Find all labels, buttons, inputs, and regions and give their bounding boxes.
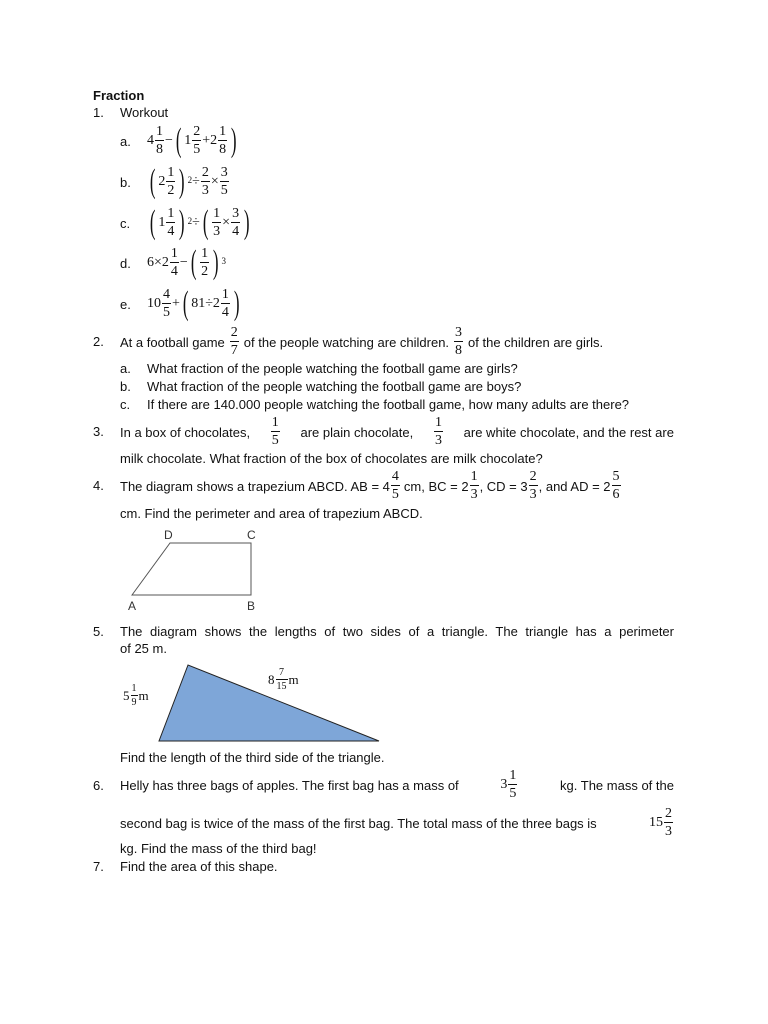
q1b-expression: ( 2 1 2 ) 2 ÷ $\frac{2}{3}$ × $\frac{3}{5}$ bbox=[149, 163, 228, 200]
q2c-text: If there are 140.000 people watching the football game, how many adults are there? bbox=[147, 397, 630, 412]
q2b-text: What fraction of the people watching the football game are boys? bbox=[147, 379, 522, 394]
trapezium-shape bbox=[132, 543, 251, 595]
page-title: Fraction bbox=[93, 88, 145, 103]
q5-number: 5. bbox=[93, 624, 104, 639]
q1c-label: c. bbox=[120, 216, 131, 231]
q3-text bbox=[120, 413, 674, 451]
triangle-diagram bbox=[120, 660, 390, 746]
q5-line1: The diagram shows the lengths of two sides of a triangle. The triangle has a perimeter bbox=[120, 624, 674, 639]
q2b-label: b. bbox=[120, 379, 131, 394]
q3-text-c: are white chocolate, and the rest are bbox=[463, 424, 674, 440]
q2-number: 2. bbox=[93, 334, 104, 349]
q3-fraction-white: 1 3 bbox=[434, 415, 442, 448]
q1-text: Workout bbox=[120, 105, 169, 120]
vertex-label-a: A bbox=[128, 599, 137, 613]
q2a-text: What fraction of the people watching the football game are girls? bbox=[147, 361, 518, 376]
vertex-label-b: B bbox=[247, 599, 256, 613]
q1a-expression: 4 1 8 − ( 1 2 5 +2 1 8 ) bbox=[147, 122, 237, 159]
q4-fraction-ad: 5 6 bbox=[612, 469, 620, 502]
q2-fraction-children: 2 7 bbox=[230, 325, 238, 358]
q4-text-a: The diagram shows a trapezium ABCD. AB = 4 bbox=[120, 478, 390, 494]
q6-text-line1 bbox=[120, 766, 674, 804]
q1e-label: e. bbox=[120, 297, 131, 312]
q1-number: 1. bbox=[93, 105, 104, 120]
q1b-label: b. bbox=[120, 175, 131, 190]
q2a-label: a. bbox=[120, 361, 131, 376]
q4-fraction-cd: 2 3 bbox=[529, 469, 537, 502]
q2-text-c: of the children are girls. bbox=[468, 334, 604, 350]
q4-text bbox=[120, 467, 622, 505]
q7-number: 7. bbox=[93, 859, 104, 874]
q6-text-line3: kg. Find the mass of the third bag! bbox=[120, 841, 317, 856]
q6-text-b: kg. The mass of the bbox=[560, 777, 674, 793]
q6-mass-first-bag: 3 1 5 bbox=[500, 768, 517, 801]
q2c-label: c. bbox=[120, 397, 131, 412]
q6-total-mass: 15 2 3 bbox=[649, 806, 672, 839]
q5-question: Find the length of the third side of the triangle. bbox=[120, 750, 385, 765]
vertex-label-c: C bbox=[247, 528, 256, 542]
triangle-left-side-label: 5 1 9 m bbox=[123, 683, 149, 708]
q4-fraction-bc: 1 3 bbox=[470, 469, 478, 502]
q6-text-a: Helly has three bags of apples. The first bag has a mass of bbox=[120, 777, 459, 793]
q2-fraction-girls: 3 8 bbox=[455, 325, 463, 358]
q1d-expression: 6×2 1 4 − ( 1 2 ) 3 bbox=[147, 244, 226, 281]
q2-text-b: of the people watching are children. bbox=[243, 334, 450, 350]
triangle-top-side-label: 8 7 15 m bbox=[268, 667, 299, 692]
q6-text-line2 bbox=[120, 804, 674, 842]
q3-text-a: In a box of chocolates, bbox=[120, 424, 251, 440]
q1a-label: a. bbox=[120, 134, 131, 149]
vertex-label-d: D bbox=[164, 528, 173, 542]
q6-line2: second bag is twice of the mass of the first bag. The total mass of the three bags is bbox=[120, 815, 597, 831]
q2-text-a: At a football game bbox=[120, 334, 225, 350]
q7-text: Find the area of this shape. bbox=[120, 859, 278, 874]
trapezium-diagram bbox=[120, 526, 270, 616]
q1d-label: d. bbox=[120, 256, 131, 271]
q4-fraction-ab: 4 5 bbox=[391, 469, 399, 502]
q6-number: 6. bbox=[93, 778, 104, 793]
q4-number: 4. bbox=[93, 478, 104, 493]
q4-text-c: , CD = 3 bbox=[479, 478, 528, 494]
q3-fraction-plain: 1 5 bbox=[271, 415, 279, 448]
q3-text-b: are plain chocolate, bbox=[300, 424, 414, 440]
q1e-expression: 10 4 5 + ( 81÷2 1 4 ) bbox=[147, 285, 240, 322]
q4-text-b: cm, BC = 2 bbox=[403, 478, 469, 494]
q4-text-d: , and AD = 2 bbox=[538, 478, 611, 494]
q3-number: 3. bbox=[93, 424, 104, 439]
q2-text bbox=[120, 323, 603, 361]
q4-text-line2: cm. Find the perimeter and area of trapezium ABCD. bbox=[120, 506, 423, 521]
q5-text-line1 bbox=[120, 624, 674, 639]
q3-text-line2: milk chocolate. What fraction of the box of chocolates are milk chocolate? bbox=[120, 451, 543, 466]
q5-text-line2: of 25 m. bbox=[120, 641, 167, 656]
q1c-expression: ( 1 1 4 ) 2 ÷ ( $\frac{1}{3}$ × $\frac{3}{4}$ ) bbox=[149, 204, 250, 241]
